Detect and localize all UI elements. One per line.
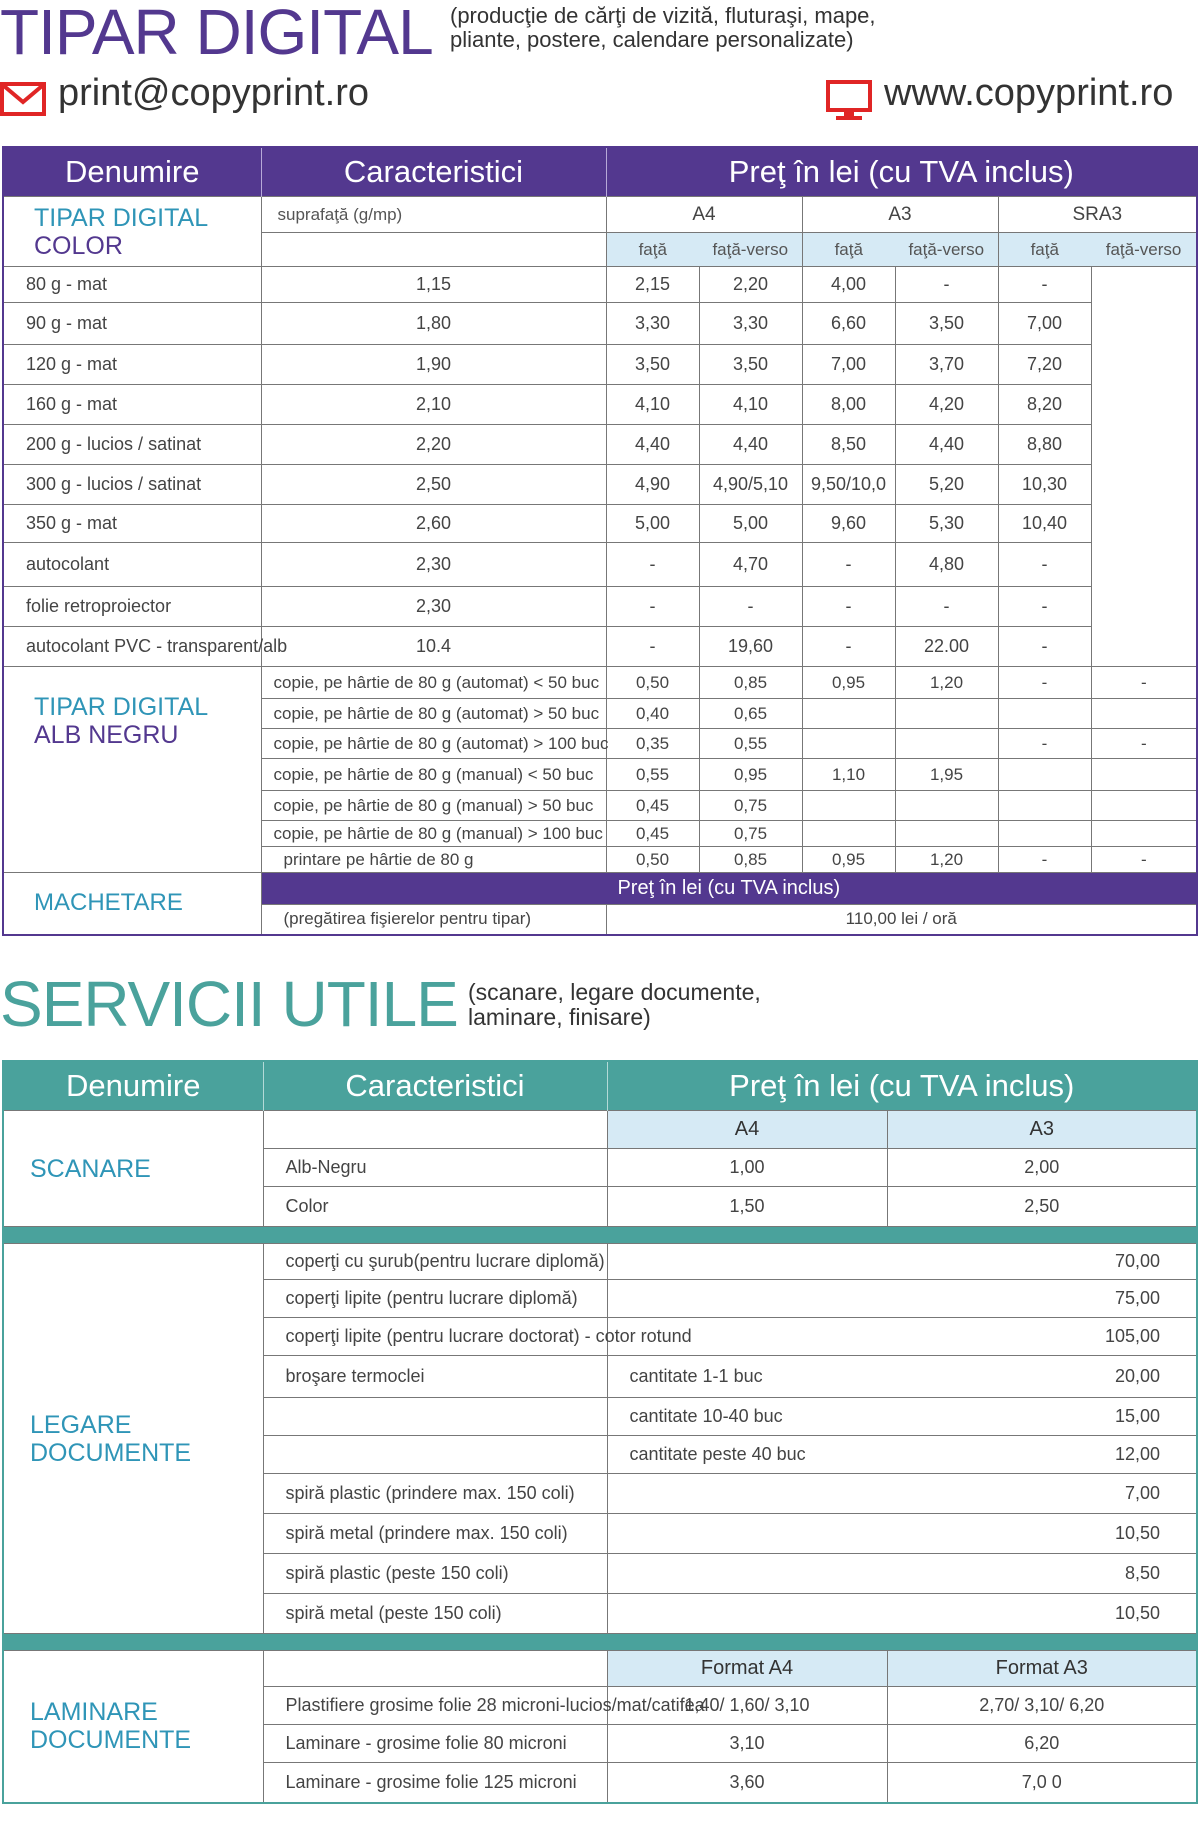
row-label (263, 1398, 607, 1436)
category-legare (3, 1244, 263, 1634)
row-label: 350 g - mat (3, 505, 261, 543)
price-cell: - (895, 267, 998, 303)
price-cell (998, 759, 1091, 791)
table-row (3, 587, 1197, 627)
page-title: TIPAR DIGITAL (0, 0, 433, 68)
price-cell: 0,50 (606, 667, 699, 699)
price-cell: - (998, 667, 1091, 699)
price-cell: - (606, 587, 699, 627)
price-cell: 2,20 (261, 425, 606, 465)
price-cell: - (802, 587, 895, 627)
row-label: autocolant (3, 543, 261, 587)
price-cell (895, 791, 998, 821)
price-cell: 3,30 (699, 303, 802, 345)
side-header: faţă-verso (699, 233, 802, 267)
table-row (3, 627, 1197, 667)
row-label: 120 g - mat (3, 345, 261, 385)
category-scanare: SCANARE (3, 1111, 263, 1227)
table-row (3, 505, 1197, 543)
price-cell: 4,70 (699, 543, 802, 587)
price-cell: 7,00 (802, 345, 895, 385)
category-name-line1: LEGARE (30, 1410, 132, 1439)
price-cell: 1,90 (261, 345, 606, 385)
price-cell: 0,95 (802, 667, 895, 699)
col-header-denumire: Denumire (3, 1061, 263, 1111)
table-row (3, 1244, 1197, 1280)
price-cell: 12,00 (727, 1436, 1197, 1474)
laminare-price-a3: 7,0 0 (887, 1763, 1197, 1803)
price-cell: 1,95 (895, 759, 998, 791)
price-cell: 75,00 (727, 1280, 1197, 1318)
col-header-caracteristici: Caracteristici (261, 147, 606, 197)
price-cell: 0,85 (699, 847, 802, 873)
price-cell: - (1091, 729, 1197, 759)
row-label: 160 g - mat (3, 385, 261, 425)
table-row (3, 465, 1197, 505)
scan-price-a4: 1,00 (607, 1149, 887, 1187)
quantity-cell: cantitate peste 40 buc (607, 1436, 727, 1474)
scan-row-label: Alb-Negru (263, 1149, 607, 1187)
price-cell: 5,00 (606, 505, 699, 543)
laminare-row-label: Laminare - grosime folie 125 microni (263, 1763, 607, 1803)
price-cell: - (998, 729, 1091, 759)
row-label: spiră metal (peste 150 coli) (263, 1594, 607, 1634)
price-cell: 1,20 (895, 667, 998, 699)
services-subtitle-line2: laminare, finisare) (468, 1004, 651, 1030)
price-cell: 3,50 (606, 345, 699, 385)
price-cell: 8,80 (998, 425, 1091, 465)
blank-cell (261, 233, 606, 267)
price-cell (1091, 699, 1197, 729)
row-label: spiră plastic (prindere max. 150 coli) (263, 1474, 607, 1514)
price-cell: 15,00 (727, 1398, 1197, 1436)
price-cell: 4,40 (699, 425, 802, 465)
row-label: folie retroproiector (3, 587, 261, 627)
category-machetare: MACHETARE (3, 873, 261, 935)
col-header-caracteristici: Caracteristici (263, 1061, 607, 1111)
price-cell: 0,65 (699, 699, 802, 729)
blank-cell (263, 1111, 607, 1149)
row-label: copie, pe hârtie de 80 g (manual) > 100 buc (261, 821, 606, 847)
format-header-a3: A3 (802, 197, 998, 233)
row-label: copie, pe hârtie de 80 g (automat) > 100 buc (261, 729, 606, 759)
price-cell: 3,70 (895, 345, 998, 385)
row-label: spiră metal (prindere max. 150 coli) (263, 1514, 607, 1554)
price-cell: - (895, 587, 998, 627)
price-cell: 9,50/10,0 (802, 465, 895, 505)
surface-label: suprafaţă (g/mp) (261, 197, 606, 233)
price-cell: 0,55 (699, 729, 802, 759)
price-cell: 2,20 (699, 267, 802, 303)
scan-price-a3: 2,50 (887, 1187, 1197, 1227)
page-subtitle-line2: pliante, postere, calendare personalizate) (450, 27, 854, 52)
laminare-price-a3: 2,70/ 3,10/ 6,20 (887, 1687, 1197, 1725)
price-cell: 10,40 (998, 505, 1091, 543)
services-title: SERVICII UTILE (0, 968, 458, 1040)
side-header: faţă (998, 233, 1091, 267)
quantity-cell (607, 1554, 727, 1594)
price-cell: 3,50 (895, 303, 998, 345)
price-cell: 2,50 (261, 465, 606, 505)
row-label: copie, pe hârtie de 80 g (manual) < 50 buc (261, 759, 606, 791)
col-header-denumire: Denumire (3, 147, 261, 197)
format-header-a4: A4 (607, 1111, 887, 1149)
row-label: coperţi lipite (pentru lucrare diplomă) (263, 1280, 607, 1318)
machetare-price-header: Preţ în lei (cu TVA inclus) (261, 873, 1197, 905)
price-cell: 10,30 (998, 465, 1091, 505)
format-header-a3: A3 (887, 1111, 1197, 1149)
quantity-cell (607, 1280, 727, 1318)
table-row (3, 425, 1197, 465)
category-name-line2: ALB NEGRU (34, 721, 179, 749)
price-cell: 7,20 (998, 345, 1091, 385)
row-label: autocolant PVC - transparent/alb (3, 627, 261, 667)
laminare-price-a3: 6,20 (887, 1725, 1197, 1763)
laminare-price-a4: 3,60 (607, 1763, 887, 1803)
row-label: copie, pe hârtie de 80 g (automat) > 50 buc (261, 699, 606, 729)
price-cell: 2,15 (606, 267, 699, 303)
side-header: faţă-verso (1091, 233, 1197, 267)
price-cell: 0,55 (606, 759, 699, 791)
scan-price-a4: 1,50 (607, 1187, 887, 1227)
price-cell: 22.00 (895, 627, 998, 667)
table-row (3, 267, 1197, 303)
format-header-a4: Format A4 (607, 1651, 887, 1687)
price-cell: 7,00 (998, 303, 1091, 345)
price-cell: - (802, 627, 895, 667)
services-price-table (2, 1060, 1198, 1804)
price-cell (1091, 759, 1197, 791)
price-cell: 2,30 (261, 587, 606, 627)
price-cell: - (802, 543, 895, 587)
price-cell: 0,40 (606, 699, 699, 729)
laminare-price-a4: 1,40/ 1,60/ 3,10 (607, 1687, 887, 1725)
machetare-desc: (pregătirea fişierelor pentru tipar) (261, 905, 606, 935)
price-cell: 5,20 (895, 465, 998, 505)
category-laminare: LAMINARE DOCUMENTE (3, 1651, 263, 1803)
price-cell: - (998, 587, 1091, 627)
price-cell: - (998, 847, 1091, 873)
price-cell: 8,20 (998, 385, 1091, 425)
table-row (3, 543, 1197, 587)
quantity-cell: cantitate 10-40 buc (607, 1398, 727, 1436)
price-cell: - (606, 543, 699, 587)
price-cell: 70,00 (727, 1244, 1197, 1280)
price-cell: 4,40 (606, 425, 699, 465)
row-label: 80 g - mat (3, 267, 261, 303)
table-row (3, 667, 1197, 699)
price-cell: 4,80 (895, 543, 998, 587)
price-cell (802, 729, 895, 759)
quantity-cell (607, 1594, 727, 1634)
monitor-icon (826, 80, 872, 127)
price-cell: - (1091, 847, 1197, 873)
price-cell: 0,75 (699, 791, 802, 821)
price-cell: 1,10 (802, 759, 895, 791)
row-label: broşare termoclei (263, 1356, 607, 1398)
category-tipar-color: TIPAR DIGITAL COLOR (3, 197, 261, 267)
price-cell: 0,95 (699, 759, 802, 791)
price-cell: - (998, 543, 1091, 587)
price-cell: 7,00 (727, 1474, 1197, 1514)
price-cell: 4,90/5,10 (699, 465, 802, 505)
machetare-price: 110,00 lei / oră (606, 905, 1197, 935)
price-cell: 5,30 (895, 505, 998, 543)
row-label (263, 1436, 607, 1474)
price-cell: 0,85 (699, 667, 802, 699)
blank-cell (263, 1651, 607, 1687)
laminare-row-label: Laminare - grosime folie 80 microni (263, 1725, 607, 1763)
price-cell: 2,60 (261, 505, 606, 543)
row-label: 90 g - mat (3, 303, 261, 345)
price-cell: 0,50 (606, 847, 699, 873)
laminare-price-a4: 3,10 (607, 1725, 887, 1763)
row-label: coperţi lipite (pentru lucrare doctorat) - cotor rotund (263, 1318, 607, 1356)
category-name-line2: DOCUMENTE (30, 1438, 192, 1467)
website-link[interactable]: www.copyprint.ro (884, 72, 1174, 114)
price-cell: 105,00 (727, 1318, 1197, 1356)
price-cell: 1,15 (261, 267, 606, 303)
price-cell (998, 791, 1091, 821)
price-cell: - (1091, 667, 1197, 699)
quantity-cell: cantitate 1-1 buc (607, 1356, 727, 1398)
price-cell (1091, 791, 1197, 821)
table-row (3, 345, 1197, 385)
price-cell: 8,50 (802, 425, 895, 465)
format-header-sra3: SRA3 (998, 197, 1197, 233)
price-cell: 0,45 (606, 821, 699, 847)
price-cell (998, 821, 1091, 847)
side-header: faţă (802, 233, 895, 267)
price-cell: 4,10 (606, 385, 699, 425)
table-row (3, 303, 1197, 345)
row-label: 200 g - lucios / satinat (3, 425, 261, 465)
price-cell: 0,35 (606, 729, 699, 759)
price-cell: 2,10 (261, 385, 606, 425)
price-cell (802, 699, 895, 729)
price-cell: 4,10 (699, 385, 802, 425)
price-cell: - (606, 627, 699, 667)
price-cell (802, 821, 895, 847)
quantity-cell (607, 1474, 727, 1514)
price-cell: 8,00 (802, 385, 895, 425)
price-cell: 2,30 (261, 543, 606, 587)
side-header: faţă (606, 233, 699, 267)
email-link[interactable]: print@copyprint.ro (58, 72, 370, 114)
price-cell: 1,20 (895, 847, 998, 873)
scan-row-label: Color (263, 1187, 607, 1227)
price-cell: - (998, 627, 1091, 667)
row-label: copie, pe hârtie de 80 g (manual) > 50 buc (261, 791, 606, 821)
row-label: coperţi cu şurub(pentru lucrare diplomă) (263, 1244, 607, 1280)
services-subtitle-line1: (scanare, legare documente, (468, 979, 761, 1005)
price-cell: 8,50 (727, 1554, 1197, 1594)
price-cell (1091, 821, 1197, 847)
price-cell: 0,95 (802, 847, 895, 873)
price-cell (895, 729, 998, 759)
price-cell (998, 699, 1091, 729)
price-cell: 6,60 (802, 303, 895, 345)
category-tipar-alb-negru (3, 667, 261, 873)
col-header-pret: Preţ în lei (cu TVA inclus) (607, 1061, 1197, 1111)
price-cell: 19,60 (699, 627, 802, 667)
scan-price-a3: 2,00 (887, 1149, 1197, 1187)
price-cell: 1,80 (261, 303, 606, 345)
row-label: spiră plastic (peste 150 coli) (263, 1554, 607, 1594)
price-cell: 4,90 (606, 465, 699, 505)
page-subtitle-line1: (producţie de cărţi de vizită, fluturaşi, mape, (450, 3, 876, 28)
col-header-pret: Preţ în lei (cu TVA inclus) (606, 147, 1197, 197)
price-cell (802, 791, 895, 821)
quantity-cell (607, 1244, 727, 1280)
laminare-row-label: Plastifiere grosime folie 28 microni-lucios/mat/catifea (263, 1687, 607, 1725)
row-label: printare pe hârtie de 80 g (261, 847, 606, 873)
price-cell: 9,60 (802, 505, 895, 543)
side-header: faţă-verso (895, 233, 998, 267)
format-header-a4: A4 (606, 197, 802, 233)
table-row (3, 385, 1197, 425)
price-cell: - (699, 587, 802, 627)
price-cell: 5,00 (699, 505, 802, 543)
quantity-cell (607, 1514, 727, 1554)
print-price-table (2, 146, 1198, 936)
format-header-a3: Format A3 (887, 1651, 1197, 1687)
price-cell: 20,00 (727, 1356, 1197, 1398)
price-cell (895, 821, 998, 847)
price-cell: 4,20 (895, 385, 998, 425)
price-cell: 0,45 (606, 791, 699, 821)
category-name-line1: TIPAR DIGITAL (34, 693, 209, 721)
row-label: copie, pe hârtie de 80 g (automat) < 50 buc (261, 667, 606, 699)
price-cell: 4,00 (802, 267, 895, 303)
section-divider (3, 1227, 1197, 1244)
price-cell: 10.4 (261, 627, 606, 667)
price-cell: 3,50 (699, 345, 802, 385)
price-cell: 4,40 (895, 425, 998, 465)
price-cell: 3,30 (606, 303, 699, 345)
price-cell: - (998, 267, 1091, 303)
section-divider (3, 1634, 1197, 1651)
row-label: 300 g - lucios / satinat (3, 465, 261, 505)
price-cell: 10,50 (727, 1514, 1197, 1554)
envelope-icon (0, 82, 46, 121)
price-cell: 10,50 (727, 1594, 1197, 1634)
price-cell: 0,75 (699, 821, 802, 847)
price-cell (895, 699, 998, 729)
